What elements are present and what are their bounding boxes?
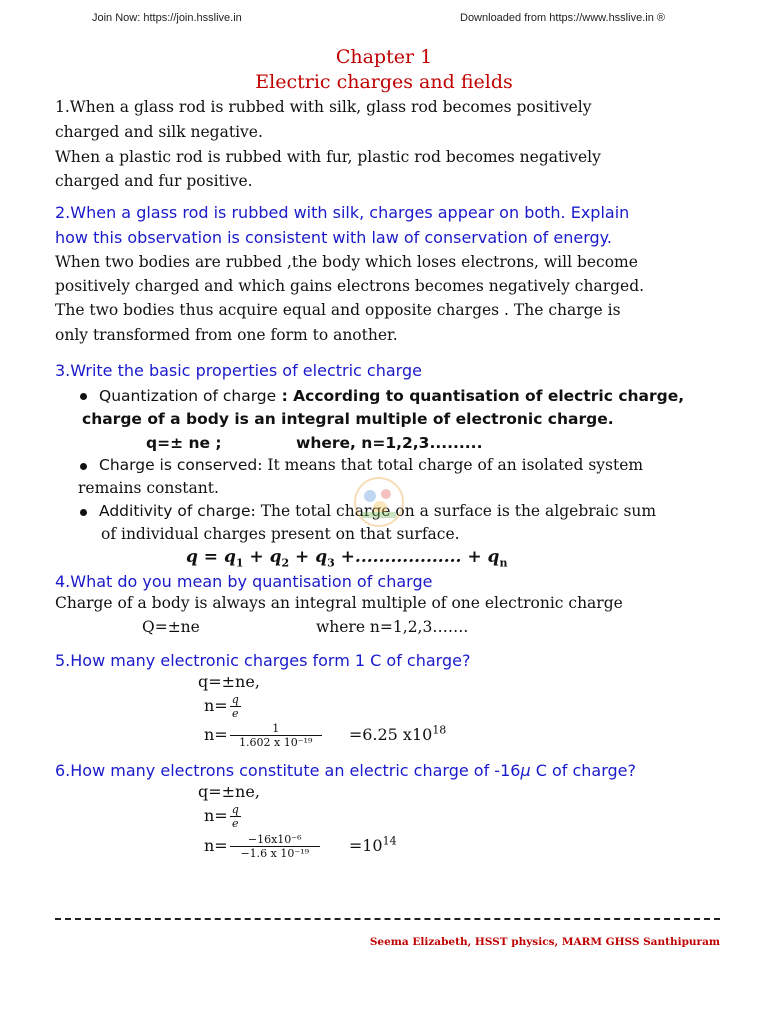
footer-credit: Seema Elizabeth, HSST physics, MARM GHSS Santhipuram: [369, 936, 720, 948]
header-join-link[interactable]: Join Now: https://join.hsslive.in: [92, 12, 242, 24]
bullet-icon: [80, 509, 87, 516]
q5-question: 5.How many electronic charges form 1 C of charge?: [55, 651, 471, 670]
q2-question-line-1: 2.When a glass rod is rubbed with silk, charges appear on both. Explain: [55, 203, 630, 222]
q3-b2-line1: : It means that total charge of an isolated system: [257, 456, 644, 474]
bullet-icon: [80, 393, 87, 400]
q3-question: 3.Write the basic properties of electric charge: [55, 361, 422, 380]
q1-line-1: 1.When a glass rod is rubbed with silk, glass rod becomes positively: [55, 98, 592, 116]
q3-b1-where: where, n=1,2,3.........: [296, 434, 483, 452]
q3-b2-line2: remains constant.: [78, 479, 219, 497]
q2-question-line-2: how this observation is consistent with law of conservation of energy.: [55, 228, 612, 247]
chapter-number: Chapter 1: [335, 46, 433, 68]
q6-line-1: q=±ne,: [198, 782, 260, 801]
q3-b1-line1: : According to quantisation of electric charge,: [276, 387, 685, 405]
q1-line-4: charged and fur positive.: [55, 172, 253, 190]
header-download-link[interactable]: Downloaded from https://www.hsslive.in ®: [460, 12, 665, 24]
q2-answer-line-2: positively charged and which gains electrons becomes negatively charged.: [55, 277, 645, 295]
q4-question: 4.What do you mean by quantisation of charge: [55, 572, 433, 591]
footer-divider: [55, 918, 720, 920]
q4-answer: Charge of a body is always an integral multiple of one electronic charge: [55, 594, 623, 612]
q3-sum-formula: $q = q_1 + q_2 + q_3$ +.................. + $q_n$: [186, 547, 508, 570]
chapter-title: Electric charges and fields: [255, 71, 513, 93]
q3-bullet-1: [80, 384, 684, 408]
q5-line-3: n= $\frac{1}{\text{1.602 x 10⁻¹⁹}}$ =6.25 $x10^{18}$: [204, 722, 447, 749]
q2-answer-line-4: only transformed from one form to another.: [55, 326, 398, 344]
q6-line-2: n= $\frac{q}{e}$: [204, 803, 239, 830]
q6-line-3: n= $\frac{\text{−16x10⁻⁶}}{\text{−1.6 x 10⁻¹⁹}}$ $=10^{14}$: [204, 833, 397, 860]
hsslive-logo-watermark-icon: [340, 472, 418, 532]
q4-formula: Q=±ne: [142, 618, 200, 636]
q1-line-2: charged and silk negative.: [55, 123, 263, 141]
q3-b3-term: Additivity of charge: [99, 502, 251, 520]
q3-b2-term: Charge is conserved: [99, 456, 258, 474]
q3-b3-line2: of individual charges present on that surface.: [101, 525, 460, 543]
bullet-icon: [80, 463, 87, 470]
q2-answer-line-1: When two bodies are rubbed ,the body which loses electrons, will become: [55, 253, 638, 271]
q5-line-1: q=±ne,: [198, 672, 260, 691]
q1-line-3: When a plastic rod is rubbed with fur, plastic rod becomes negatively: [55, 148, 601, 166]
q3-b1-formula: q=± ne ;: [146, 434, 222, 452]
q3-b1-term: Quantization of charge: [99, 387, 277, 405]
q2-answer-line-3: The two bodies thus acquire equal and opposite charges . The charge is: [55, 301, 621, 319]
q3-b1-line2: charge of a body is an integral multiple of electronic charge.: [82, 410, 614, 428]
q3-b3-line1: : The total charge on a surface is the algebraic sum: [250, 502, 657, 520]
q6-question: 6.How many electrons constitute an electric charge of -16μ C of charge?: [55, 761, 637, 780]
q5-line-2: n= $\frac{q}{e}$: [204, 693, 239, 720]
q4-where: where n=1,2,3…….: [316, 618, 469, 636]
